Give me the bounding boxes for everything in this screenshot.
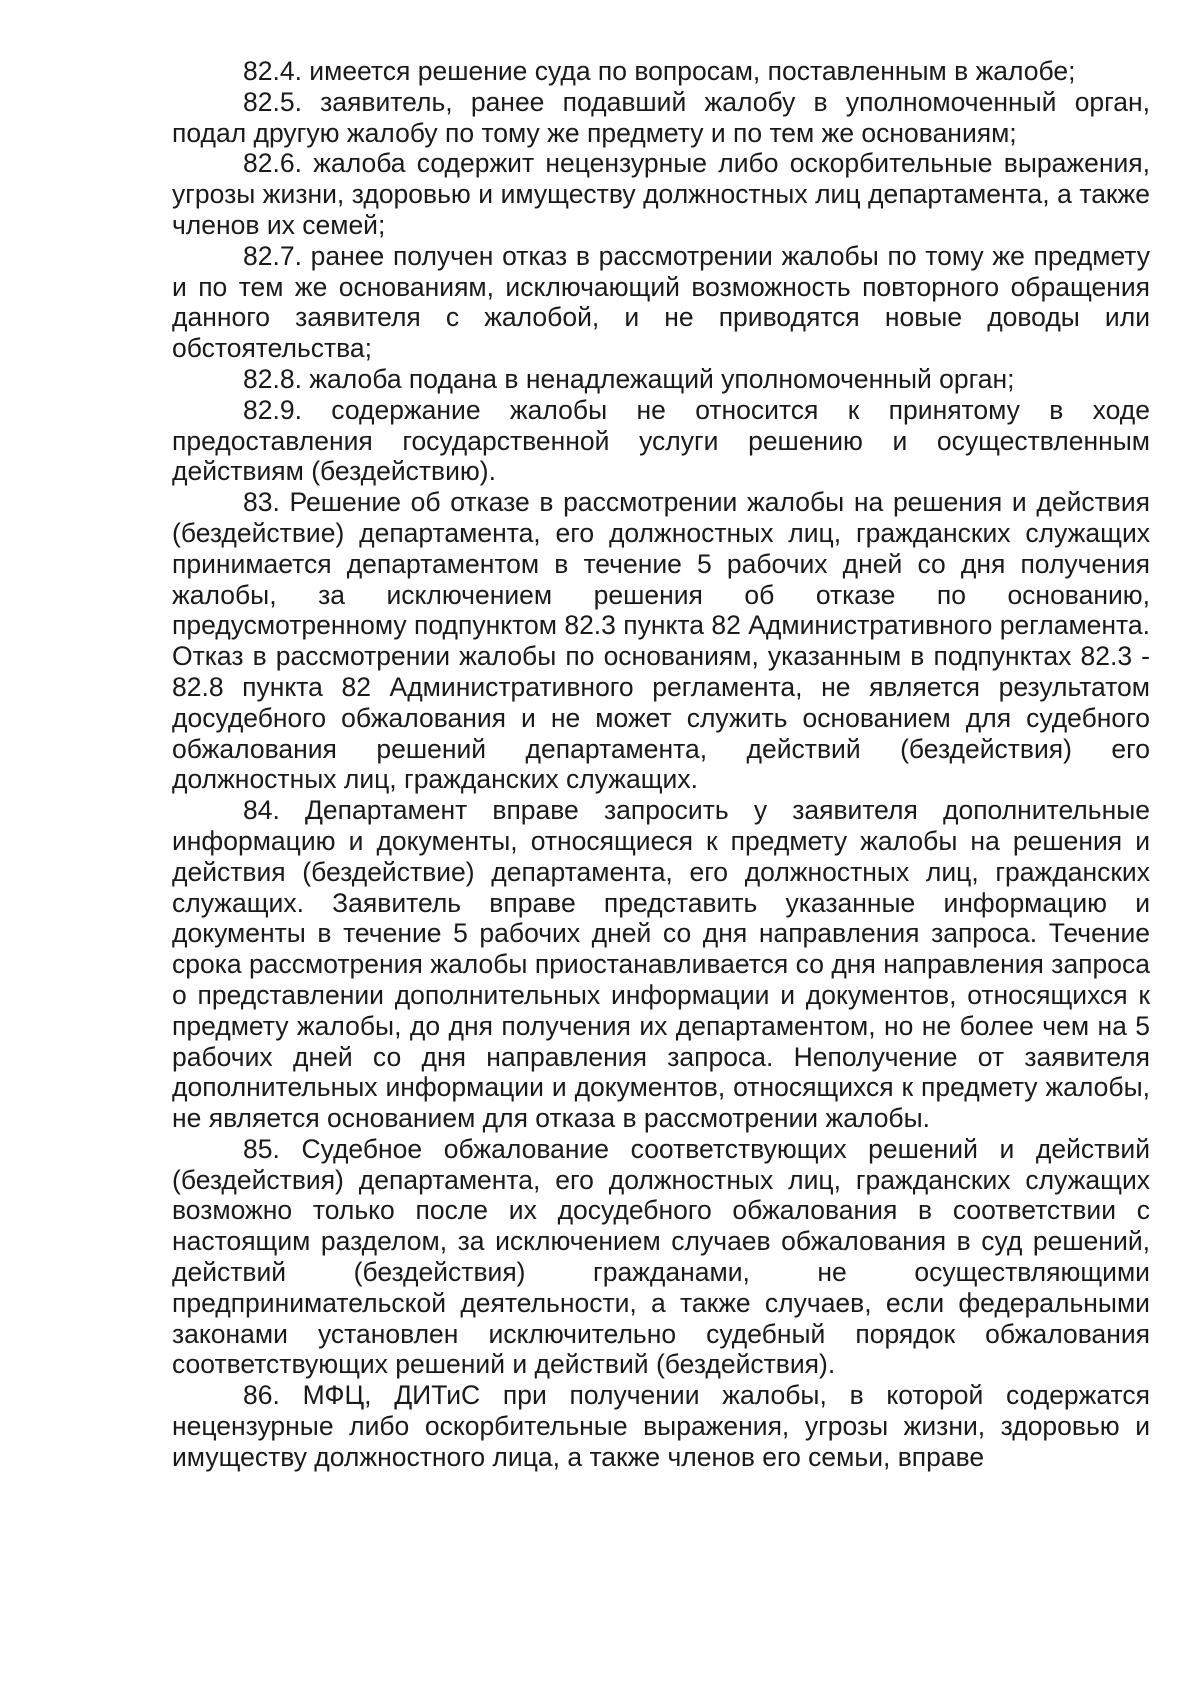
paragraph-82-6: 82.6. жалоба содержит нецензурные либо оскорбительные выражения, угрозы жизни, здоровью и имуществу должностных лиц департамента, а также членов их семей; [172, 148, 1150, 240]
paragraph-82-7: 82.7. ранее получен отказ в рассмотрении жалобы по тому же предмету и по тем же основаниям, исключающий возможность повторного обращения данного заявителя с жалобой, и не приводятся новые доводы или обстоятельства; [172, 240, 1150, 364]
paragraph-82-5: 82.5. заявитель, ранее подавший жалобу в уполномоченный орган, подал другую жалобу по тому же предмету и по тем же основаниям; [172, 86, 1150, 148]
paragraph-82-9: 82.9. содержание жалобы не относится к принятому в ходе предоставления государственной услуги решению и осуществленным действиям (бездействию). [172, 394, 1150, 487]
paragraph-84: 84. Департамент вправе запросить у заявителя дополнительные информацию и документы, относящиеся к предмету жалобы на решения и действия (бездействие) департамента, его должностных лиц, гражданских служащих. Заявитель вправе представить указанные информацию и документы в течение 5 рабочих дней со дня направления запроса. Течение срока рассмотрения жалобы приостанавливается со дня направления запроса о представлении дополнительных информации и документов, относящихся к предмету жалобы, до дня получения их департаментом, но не более чем на 5 рабочих дней со дня направления запроса. Неполучение от заявителя дополнительных информации и документов, относящихся к предмету жалобы, не является основанием для отказа в рассмотрении жалобы. [172, 795, 1150, 1134]
paragraph-82-8: 82.8. жалоба подана в ненадлежащий уполномоченный орган; [243, 363, 1015, 394]
paragraph-86: 86. МФЦ, ДИТиС при получении жалобы, в которой содержатся нецензурные либо оскорбительные выражения, угрозы жизни, здоровью и имуществу должностного лица, а также членов его семьи, вправе [172, 1380, 1150, 1472]
paragraph-83: 83. Решение об отказе в рассмотрении жалобы на решения и действия (бездействие) департамента, его должностных лиц, гражданских служащих принимается департаментом в течение 5 рабочих дней со дня получения жалобы, за исключением решения об отказе по основанию, предусмотренному подпунктом 82.3 пункта 82 Административного регламента. Отказ в рассмотрении жалобы по основаниям, указанным в подпунктах 82.3 - 82.8 пункта 82 Административного регламента, не является результатом досудебного обжалования и не может служить основанием для судебного обжалования решений департамента, действий (бездействия) его должностных лиц, гражданских служащих. [172, 487, 1150, 795]
paragraph-82-4: 82.4. имеется решение суда по вопросам, поставленным в жалобе; [243, 56, 1076, 86]
document-body [172, 56, 1150, 1473]
paragraph-85: 85. Судебное обжалование соответствующих решений и действий (бездействия) департамента, его должностных лиц, гражданских служащих возможно только после их досудебного обжалования в соответствии с настоящим разделом, за исключением случаев обжалования в суд решений, действий (бездействия) гражданами, не осуществляющими предпринимательской деятельности, а также случаев, если федеральными законами установлен исключительно судебный порядок обжалования соответствующих решений и действий (бездействия). [172, 1133, 1150, 1380]
